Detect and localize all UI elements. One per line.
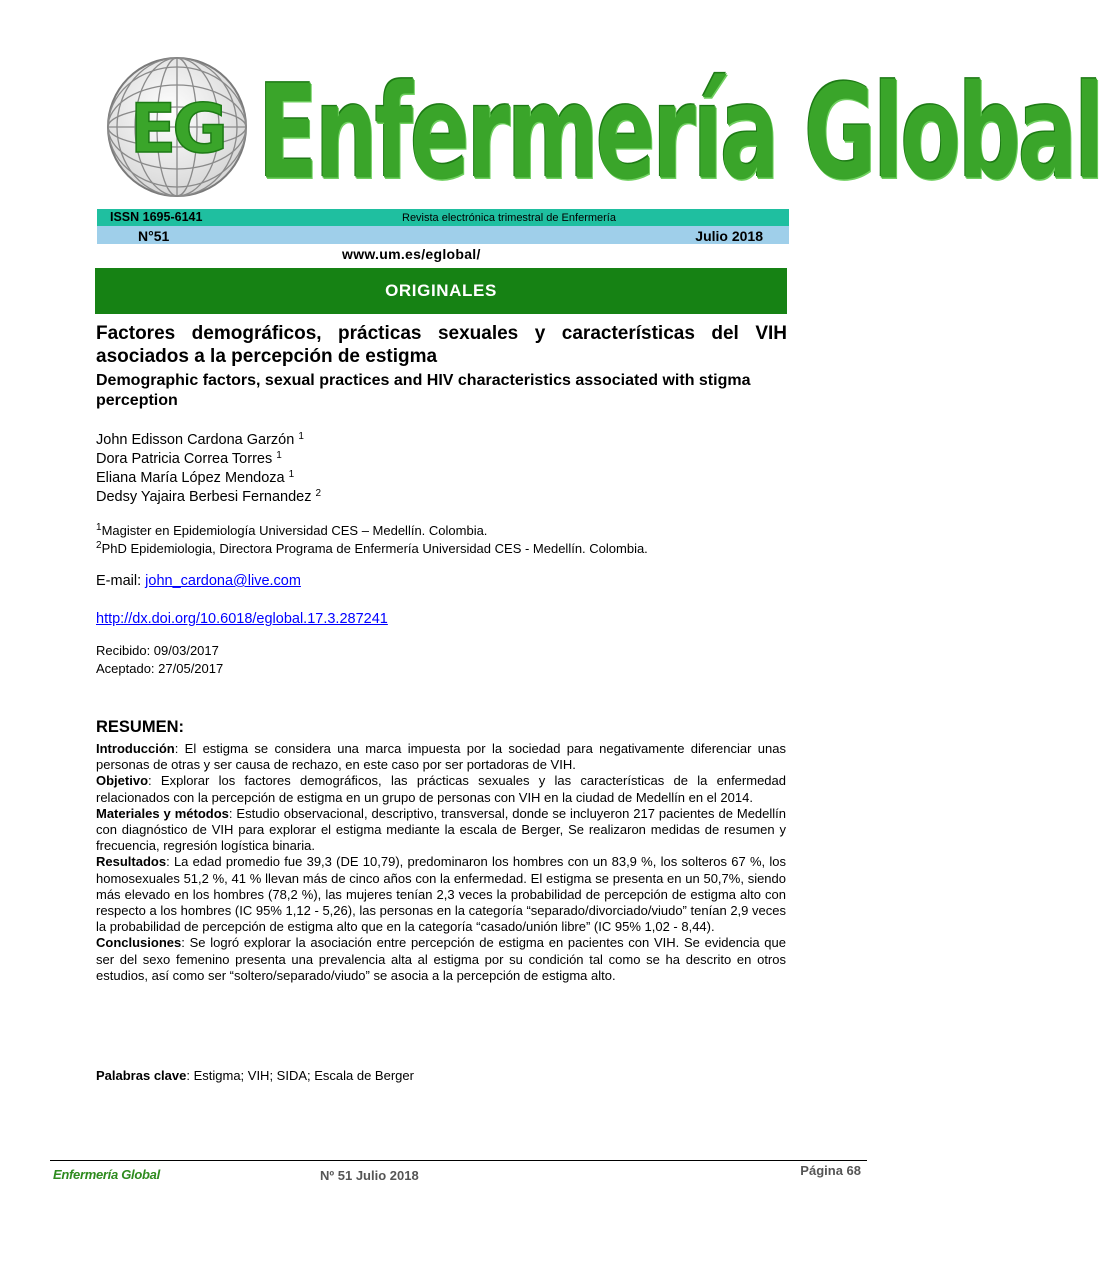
issn: ISSN 1695-6141	[110, 210, 203, 224]
abstract-introduction: Introducción: El estigma se considera una marca impuesta por la sociedad para negativamente diferenciar unas personas de otras y ser causa de rechazo, en este caso por ser portadoras de VIH.	[96, 741, 786, 773]
issue-band	[97, 226, 789, 244]
page-number: Página 68	[800, 1163, 861, 1178]
section-label: ORIGINALES	[385, 281, 497, 300]
logo-letters: EG	[129, 90, 225, 169]
author: Dedsy Yajaira Berbesi Fernandez $^2$	[96, 488, 322, 505]
issue-date: Julio 2018	[695, 228, 763, 244]
author: Eliana María López Mendoza $^1$	[96, 469, 295, 486]
issue-number: N°51	[138, 228, 170, 244]
affiliation: $^1$Magister en Epidemiología Universidad CES – Medellín. Colombia.	[96, 522, 488, 538]
email-row: E-mail: john_cardona@live.com	[96, 573, 301, 589]
keywords: Palabras clave: Estigma; VIH; SIDA; Escala de Berger	[96, 1068, 414, 1083]
journal-title: Enfermería Global	[258, 56, 1101, 209]
doi-link[interactable]: http://dx.doi.org/10.6018/eglobal.17.3.287241	[96, 611, 388, 627]
abstract-results: Resultados: La edad promedio fue 39,3 (DE 10,79), predominaron los hombres con un 83,9 %, los solteros 67 %, los homosexuales 51,2 %, 41 % llevan más de cinco años con la enfermedad. El estigma se presenta en un 50,7%, siendo más elevado en los hombres (78,2 %), las mujeres tenían 2,3 veces la probabilidad de percepción de estigma alto con respecto a los hombres (IC 95% 1,12 - 5,26), las personas en la categoría “separado/divorciado/viudo” tenían 2,9 veces la probabilidad de percepción de estigma alto que en la categoría “casado/unión libre” (IC 95% 1,02 - 8,44).	[96, 854, 786, 935]
journal-description: Revista electrónica trimestral de Enfermería	[402, 212, 616, 224]
journal-logo-globe	[106, 56, 248, 198]
affiliation: $^2$PhD Epidemiologia, Directora Programa de Enfermería Universidad CES - Medellín. Colombia.	[96, 540, 648, 556]
article-title-english: Demographic factors, sexual practices and HIV characteristics associated with stigma perception	[96, 372, 751, 409]
accepted-date: Aceptado: 27/05/2017	[96, 661, 224, 676]
article-title-spanish: Factores demográficos, prácticas sexuales y características del VIH asociados a la percepción de estigma	[96, 323, 787, 367]
author: Dora Patricia Correa Torres $^1$	[96, 450, 282, 467]
abstract-methods: Materiales y métodos: Estudio observacional, descriptivo, transversal, donde se incluyeron 217 pacientes de Medellín con diagnóstico de VIH para explorar el estigma mediante la escala de Berger, Se realizaron medidas de resumen y frecuencia, regresión logística binaria.	[96, 805, 786, 854]
footer-journal-name: Enfermería Global	[53, 1167, 160, 1182]
author: John Edisson Cardona Garzón $^1$	[96, 431, 304, 448]
abstract-objective: Objetivo: Explorar los factores demográficos, las prácticas sexuales y las características de la enfermedad relacionados con la percepción de estigma en un grupo de personas con VIH en la ciudad de Medellín en el 2014.	[96, 773, 786, 805]
journal-url: www.um.es/eglobal/	[342, 246, 481, 262]
abstract-body	[96, 741, 786, 984]
abstract-conclusions: Conclusiones: Se logró explorar la asociación entre percepción de estigma en pacientes con VIH. Se evidencia que ser del sexo femenino presenta una prevalencia alta al estigma por su condición tal como se ha descrito en otros estudios, así como ser “soltero/separado/viudo” se asocia a la percepción de estigma alto.	[96, 935, 786, 983]
email-link[interactable]: john_cardona@live.com	[145, 573, 301, 589]
footer-rule	[50, 1160, 867, 1161]
footer-issue: Nº 51 Julio 2018	[320, 1168, 419, 1183]
received-date: Recibido: 09/03/2017	[96, 643, 219, 658]
abstract-heading: RESUMEN:	[96, 718, 185, 736]
